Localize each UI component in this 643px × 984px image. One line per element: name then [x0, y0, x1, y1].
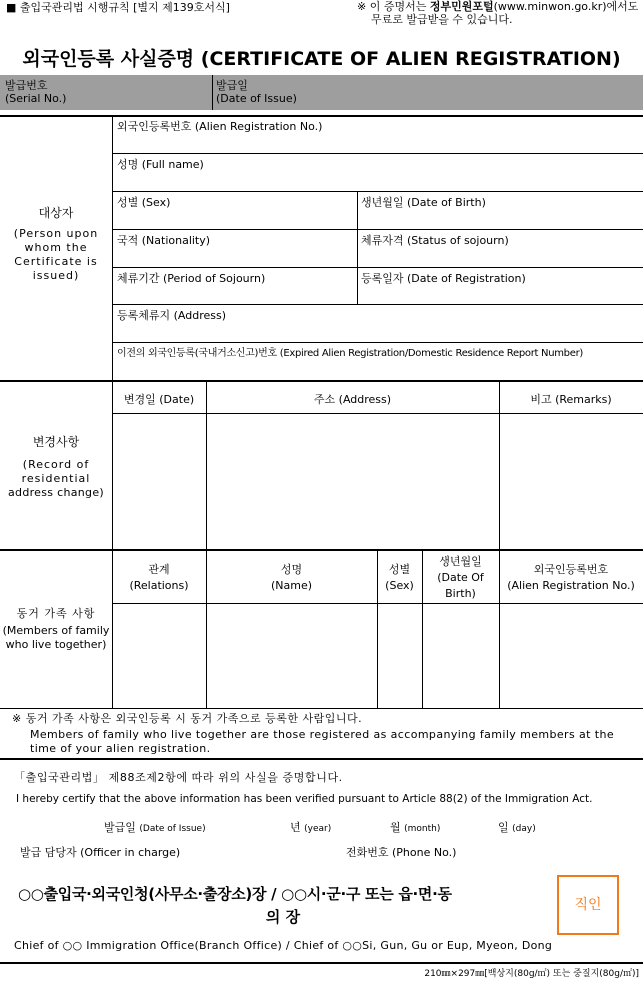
field-reg-date: 등록일자 (Date of Registration): [361, 272, 526, 285]
field-dob: 생년월일 (Date of Birth): [361, 196, 486, 209]
certify-korean: 「출입국관리법」 제88조제2항에 따라 위의 사실을 증명합니다.: [14, 771, 343, 784]
serial-header-bar: [0, 75, 643, 110]
notice-line-2: 무료로 발급받을 수 있습니다.: [371, 13, 513, 26]
date-label: 발급일 (Date of Issue): [104, 821, 206, 834]
field-expired-reg: 이전의 외국인등록(국내거소신고)번호 (Expired Alien Registration/Domestic Residence Report Number): [117, 348, 583, 359]
col-relations: 관계 (Relations): [129, 563, 189, 592]
col-change-date: 변경일 (Date): [123, 393, 195, 406]
officer-in-charge: 발급 담당자 (Officer in charge): [20, 846, 181, 859]
official-seal: 직인: [557, 875, 619, 935]
field-status: 체류자격 (Status of sojourn): [361, 234, 509, 247]
family-side-label: 동거 가족 사항 (Members of family who live together): [2, 607, 110, 651]
field-address: 등록체류지 (Address): [117, 309, 227, 322]
family-note-2: Members of family who live together are those registered as accompanying family members at the: [30, 728, 614, 741]
serial-label: 발급번호 (Serial No.): [5, 79, 67, 105]
col-arn: 외국인등록번호 (Alien Registration No.): [507, 563, 635, 592]
issue-date-label: 발급일 (Date of Issue): [216, 79, 297, 105]
family-note-3: time of your alien registration.: [30, 742, 211, 755]
field-period: 체류기간 (Period of Sojourn): [117, 272, 266, 285]
family-note-1: ※ 동거 가족 사항은 외국인등록 시 동거 가족으로 등록한 사람입니다.: [12, 712, 363, 725]
form-reference: ■ 출입국관리법 시행규칙 [별지 제139호서식]: [6, 1, 230, 14]
col-sex: 성별 (Sex): [385, 563, 414, 592]
issuing-official-line-2: 의 장: [265, 908, 301, 926]
page-title: 외국인등록 사실증명 (CERTIFICATE OF ALIEN REGISTRATION): [22, 48, 621, 70]
col-change-remarks: 비고 (Remarks): [530, 393, 612, 406]
date-month: 월 (month): [390, 821, 441, 834]
person-side-label: 대상자 (Person upon whom the Certificate is issued): [13, 206, 99, 282]
date-day: 일 (day): [498, 821, 536, 834]
phone-number-label: 전화번호 (Phone No.): [346, 846, 457, 859]
field-alien-reg-no: 외국인등록번호 (Alien Registration No.): [117, 120, 323, 133]
date-year: 년 (year): [290, 821, 332, 834]
field-nationality: 국적 (Nationality): [117, 234, 211, 247]
issuing-official-english: Chief of ○○ Immigration Office(Branch Office) / Chief of ○○Si, Gun, Gu or Eup, Myeon, Dong: [14, 939, 553, 952]
issuing-official-line-1: ○○출입국·외국인청(사무소·출장소)장 / ○○시·군·구 또는 읍·면·동: [18, 885, 452, 903]
paper-spec-footer: 210㎜×297㎜[백상지(80g/㎡) 또는 중질지(80g/㎡)]: [424, 969, 639, 979]
field-sex: 성별 (Sex): [117, 196, 171, 209]
address-change-side-label: 변경사항 (Record of residential address change): [8, 435, 104, 499]
col-name: 성명 (Name): [270, 563, 313, 592]
field-full-name: 성명 (Full name): [117, 158, 204, 171]
col-change-address: 주소 (Address): [313, 393, 392, 406]
notice-line-1: ※ 이 증명서는 정부민원포털(www.minwon.go.kr)에서도: [357, 0, 639, 13]
col-dob: 생년월일 (Date Of Birth): [437, 555, 484, 600]
certify-english: I hereby certify that the above information has been verified pursuant to Article 88(2) of the Immigration Act.: [16, 793, 593, 805]
